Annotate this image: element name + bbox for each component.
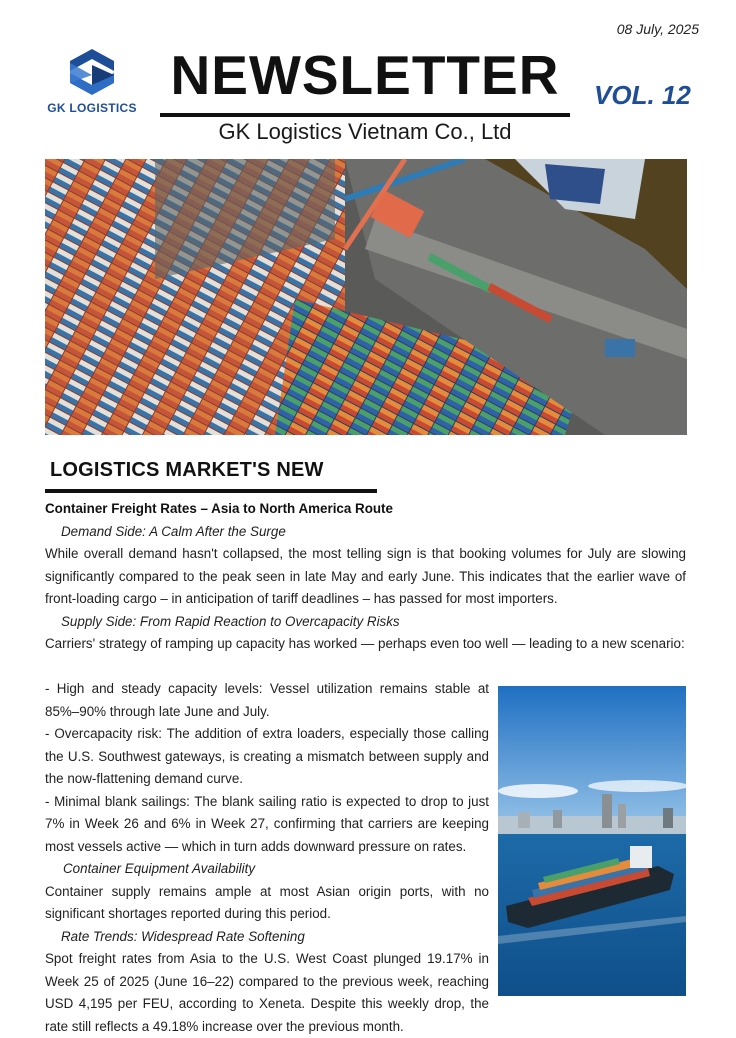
gk-logo-icon — [66, 47, 118, 97]
rate-heading — [45, 926, 489, 949]
demand-heading: Demand Side: A Calm After the Surge — [61, 523, 286, 539]
article-intro — [45, 498, 686, 656]
container-ship-illustration — [498, 686, 686, 996]
supply-heading — [45, 611, 686, 634]
company-logo — [44, 47, 140, 115]
rate-paragraph: Spot freight rates from Asia to the U.S. West Coast plunged 19.17% in Week 25 of 2025 (June 16–22) compared to the previous week, reaching USD 4,195 per FEU, according to Xeneta. Despite this weekly drop, the rate still reflects a 49.18% increase over the previous month. — [45, 951, 489, 1034]
section-underline — [45, 489, 377, 493]
bullet-blank-sailings: - Minimal blank sailings: The blank sailing ratio is expected to drop to just 7% in Week 26 and 6% in Week 27, confirming that carriers are keeping most vessels active — which in turn adds downward pressure on rates. — [45, 793, 489, 854]
bullet-overcapacity: - Overcapacity risk: The addition of extra loaders, especially those calling the U.S. Southwest gateways, is creating a mismatch between supply and the now-flattening demand curve. — [45, 726, 489, 786]
logo-text: GK LOGISTICS — [47, 101, 137, 115]
hero-port-image — [45, 159, 687, 435]
company-name: GK Logistics Vietnam Co., Ltd — [218, 119, 512, 144]
equipment-paragraph: Container supply remains ample at most Asian origin ports, with no significant shortages reported during this period. — [45, 883, 489, 921]
bullet-capacity: - High and steady capacity levels: Vessel utilization remains stable at 85%–90% through late June and July. — [45, 681, 489, 719]
rate-heading-label: Rate Trends — [61, 928, 134, 944]
section-heading: LOGISTICS MARKET'S NEW — [50, 459, 324, 481]
supply-heading-label: Supply Side — [61, 613, 133, 629]
rate-heading-rest: : Widespread Rate Softening — [133, 928, 305, 944]
article-body-lower — [45, 678, 489, 1038]
equipment-heading: Container Equipment Availability — [63, 861, 256, 876]
title-underline — [160, 113, 570, 117]
volume-number: VOL. 12 — [594, 80, 691, 110]
issue-date: 08 July, 2025 — [616, 21, 699, 37]
side-ship-image — [498, 686, 686, 996]
supply-paragraph: Carriers' strategy of ramping up capacity has worked — perhaps even too well — leading to a new scenario: — [45, 636, 685, 651]
port-aerial-illustration — [45, 159, 687, 435]
demand-paragraph: While overall demand hasn't collapsed, the most telling sign is that booking volumes for July are slowing significantly compared to the peak seen in late May and early June. This indicates that the earlier wave of front-loading cargo – in anticipation of tariff deadlines – has passed for most importers. — [45, 546, 686, 606]
supply-heading-rest: : From Rapid Reaction to Overcapacity Risks — [132, 613, 400, 629]
article-title: Container Freight Rates – Asia to North America Route — [45, 501, 393, 516]
newsletter-title: NEWSLETTER — [170, 44, 560, 106]
